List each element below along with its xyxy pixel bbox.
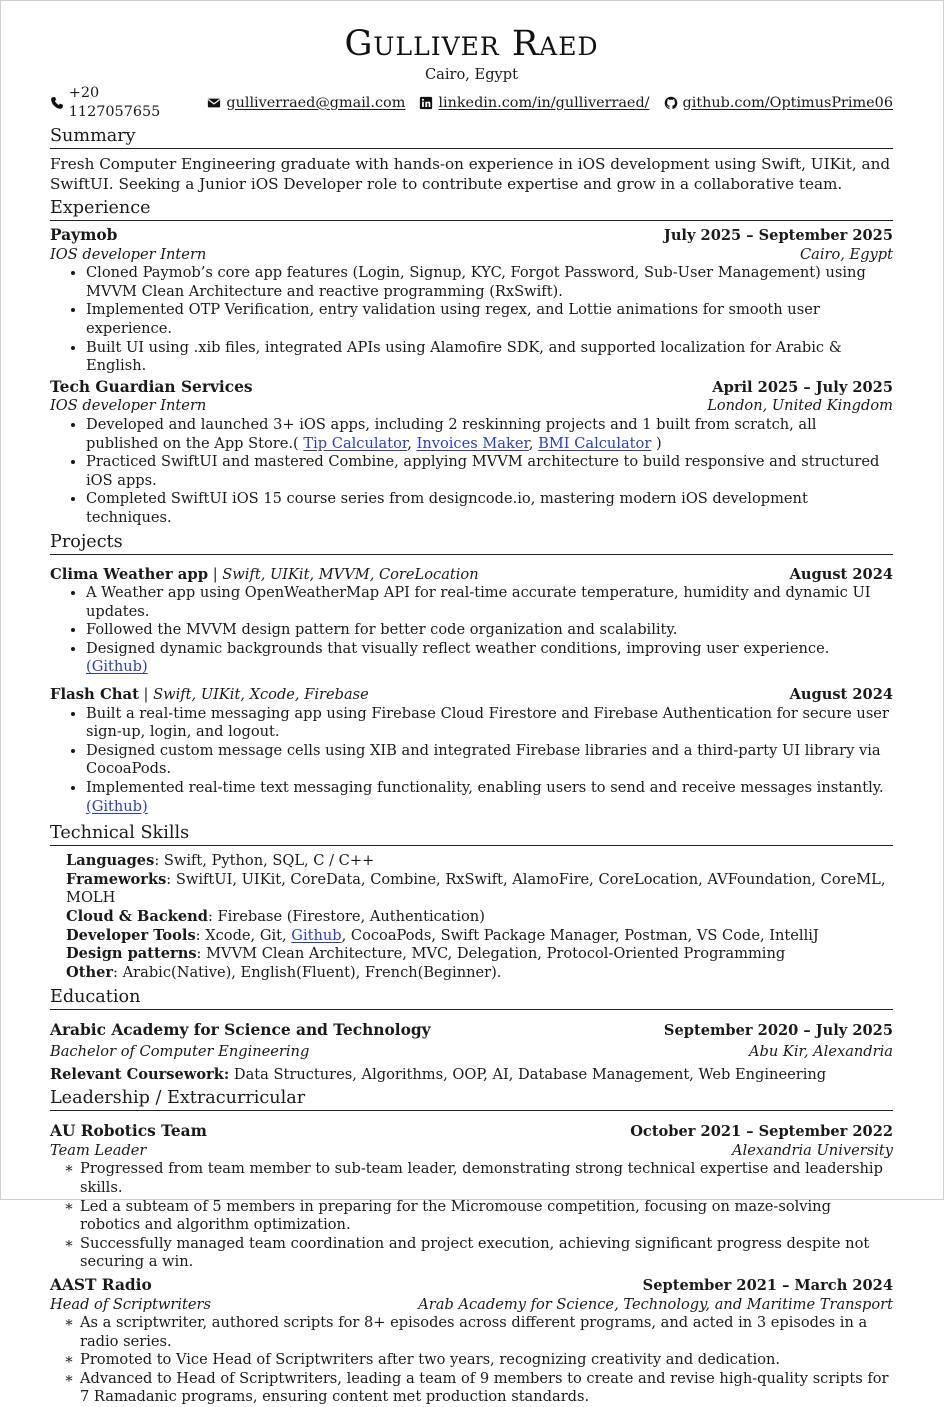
- skills-github-link[interactable]: Github: [291, 926, 342, 944]
- github-icon: [664, 96, 678, 110]
- project-stack: Swift, UIKit, Xcode, Firebase: [153, 686, 369, 704]
- experience-entry: [50, 378, 893, 528]
- list-item: • Built UI using .xib files, integrated APIs using Alamofire SDK, and supported localization for Arabic & English.: [86, 339, 893, 376]
- contact-github[interactable]: [664, 84, 893, 122]
- list-item: • Completed SwiftUI iOS 15 course series from designcode.io, mastering modern iOS development techniques.: [86, 490, 893, 527]
- skill-value: SwiftUI, UIKit, CoreData, Combine, RxSwift, AlamoFire, CoreLocation, AVFoundation, CoreML, MOLH: [66, 870, 886, 907]
- coursework-label: Relevant Coursework:: [50, 1065, 230, 1083]
- separator: ,: [528, 434, 534, 452]
- section-summary-title: Summary: [50, 126, 893, 149]
- leadership-location: Alexandria University: [732, 1141, 893, 1159]
- list-item: • Implemented OTP Verification, entry validation using regex, and Lottie animations for smooth user experience.: [86, 301, 893, 338]
- school-name: Arabic Academy for Science and Technology: [50, 1021, 431, 1040]
- leadership-org: AU Robotics Team: [50, 1122, 207, 1141]
- bullet-text: Implemented real-time text messaging functionality, enabling users to send and receive messages instantly.: [86, 779, 884, 797]
- list-item: • Practiced SwiftUI and mastered Combine, applying MVVM architecture to build responsive and structured iOS apps.: [86, 453, 893, 490]
- list-item: [86, 416, 893, 453]
- github-link[interactable]: github.com/OptimusPrime06: [682, 94, 893, 111]
- tip-calculator-link[interactable]: Tip Calculator: [303, 434, 408, 452]
- resume-name: Gulliver Raed: [344, 24, 599, 64]
- leadership-dates: September 2021 – March 2024: [642, 1276, 893, 1294]
- bullet-text: Designed dynamic backgrounds that visually reflect weather conditions, improving user experience.: [86, 639, 830, 657]
- skill-value: Arabic(Native), English(Fluent), French(Beginner).: [122, 963, 502, 981]
- bmi-calculator-link[interactable]: BMI Calculator: [538, 434, 652, 452]
- bullet-text: ): [655, 434, 662, 452]
- separator: ,: [407, 434, 412, 452]
- list-item: • Built a real-time messaging app using Firebase Cloud Firestore and Firebase Authentication for secure user sign-up, login, and logout.: [86, 705, 893, 742]
- list-item: ∗ Advanced to Head of Scriptwriters, leading a team of 9 members to create and revise high-quality scripts for 7 Ramadanic programs, ensuring content met production standards.: [80, 1370, 893, 1407]
- section-skills-title: Technical Skills: [50, 823, 893, 846]
- bullet-text: Developed and launched 3+ iOS apps, including 2 reskinning projects and 1 built from scratch, all published on the App Store.(: [86, 415, 817, 452]
- education-entry: [50, 1021, 893, 1084]
- skills-list: [50, 852, 893, 982]
- skill-row: Cloud & Backend: Firebase (Firestore, Authentication): [66, 908, 485, 925]
- skill-value: , CocoaPods, Swift Package Manager, Postman, VS Code, IntelliJ: [341, 926, 819, 944]
- leadership-role: Team Leader: [50, 1141, 147, 1159]
- invoices-maker-link[interactable]: Invoices Maker: [416, 434, 529, 452]
- experience-location: London, United Kingdom: [707, 397, 893, 415]
- phone-icon: [50, 96, 64, 110]
- project-name: Flash Chat: [50, 686, 139, 704]
- leadership-org: AAST Radio: [50, 1275, 152, 1294]
- skill-label: Other: [66, 963, 114, 981]
- experience-org: Paymob: [50, 226, 118, 244]
- contact-linkedin[interactable]: [419, 84, 649, 122]
- skill-value: MVVM Clean Architecture, MVC, Delegation, Protocol-Oriented Programming: [206, 945, 786, 963]
- coursework: [50, 1066, 893, 1085]
- project-date: August 2024: [789, 686, 893, 704]
- list-item: • Designed custom message cells using XIB and integrated Firebase libraries and a third-party UI library via CocoaPods.: [86, 742, 893, 779]
- skill-row: Design patterns: MVVM Clean Architecture, MVC, Delegation, Protocol-Oriented Programming: [66, 945, 786, 963]
- skill-row: Frameworks: SwiftUI, UIKit, CoreData, Combine, RxSwift, AlamoFire, CoreLocation, AVFoundation, CoreML, MOLH: [66, 870, 886, 907]
- project-date: August 2024: [789, 565, 893, 583]
- leadership-dates: October 2021 – September 2022: [630, 1123, 893, 1141]
- experience-dates: April 2025 – July 2025: [712, 378, 893, 396]
- leadership-entry: [50, 1122, 893, 1272]
- skill-value: Xcode, Git,: [205, 926, 287, 944]
- linkedin-link[interactable]: linkedin.com/in/gulliverraed/: [438, 94, 650, 111]
- project-entry: Clima Weather app | Swift, UIKit, MVVM, CoreLocation August 2024 • A Weather app using OpenWeatherMap API for real-time accurate temperature, humidity and dynamic UI updates. • Followed the MVVM design pattern for better code organization and scalability. • Designed dynamic backgrounds that visually reflect weather conditions, improving user experience. (Github): [50, 566, 893, 678]
- skill-label: Design patterns: [66, 945, 197, 963]
- project-entry: Flash Chat | Swift, UIKit, Xcode, Firebase August 2024 • Built a real-time messaging app using Firebase Cloud Firestore and Firebase Authentication for secure user sign-up, login, and logout. • Designed custom message cells using XIB and integrated Firebase libraries and a third-party UI library via CocoaPods. • Implemented real-time text messaging functionality, enabling users to send and receive messages instantly.(Github): [50, 686, 893, 816]
- skill-label: Frameworks: [66, 870, 167, 888]
- skill-value: Firebase (Firestore, Authentication): [217, 908, 485, 925]
- section-education-title: Education: [50, 987, 893, 1010]
- linkedin-icon: [419, 96, 433, 110]
- contact-phone[interactable]: [50, 84, 193, 122]
- section-experience-title: Experience: [50, 198, 893, 221]
- phone-text: +20 1127057655: [68, 85, 161, 120]
- clima-github-link[interactable]: (Github): [86, 658, 148, 676]
- experience-entry: [50, 226, 893, 376]
- skill-row: Other: Arabic(Native), English(Fluent), French(Beginner).: [66, 963, 502, 981]
- skill-row: Languages: Swift, Python, SQL, C / C++: [66, 852, 375, 870]
- header-location: Cairo, Egypt: [424, 66, 519, 83]
- skill-value: Swift, Python, SQL, C / C++: [163, 852, 375, 870]
- section-leadership-title: Leadership / Extracurricular: [50, 1088, 893, 1111]
- education-dates: September 2020 – July 2025: [663, 1022, 893, 1040]
- skill-label: Cloud & Backend: [66, 908, 208, 925]
- coursework-value: Data Structures, Algorithms, OOP, AI, Database Management, Web Engineering: [233, 1065, 827, 1083]
- leadership-role: Head of Scriptwriters: [50, 1295, 211, 1313]
- email-link[interactable]: gulliverraed@gmail.com: [226, 94, 406, 111]
- leadership-entry: [50, 1276, 893, 1407]
- project-stack: Swift, UIKit, MVVM, CoreLocation: [222, 565, 479, 583]
- list-item: ∗ Led a subteam of 5 members in preparing for the Micromouse competition, focusing on maze-solving robotics and algorithm optimization.: [80, 1198, 893, 1235]
- contact-email[interactable]: [207, 84, 405, 122]
- experience-role: IOS developer Intern: [50, 245, 207, 263]
- list-item: [86, 640, 893, 677]
- experience-dates: July 2025 – September 2025: [663, 227, 893, 244]
- section-projects-title: Projects: [50, 532, 893, 555]
- skill-label: Developer Tools: [66, 926, 196, 944]
- experience-role: IOS developer Intern: [50, 397, 207, 415]
- skill-row: Developer Tools: Xcode, Git, Github, CocoaPods, Swift Package Manager, Postman, VS Code, IntelliJ: [66, 926, 819, 944]
- list-item: [86, 779, 893, 816]
- education-location: Abu Kir, Alexandria: [749, 1042, 893, 1060]
- experience-location: Cairo, Egypt: [799, 245, 893, 263]
- list-item: ∗ Progressed from team member to sub-team leader, demonstrating strong technical expertise and leadership skills.: [80, 1160, 893, 1197]
- leadership-location: Arab Academy for Science, Technology, and Maritime Transport: [418, 1295, 893, 1313]
- summary-text: Fresh Computer Engineering graduate with hands-on experience in iOS development using Swift, UIKit, and SwiftUI. Seeking a Junior iOS Developer role to contribute expertise and grow in a collaborative team.: [50, 155, 891, 193]
- flash-chat-github-link[interactable]: (Github): [86, 797, 148, 815]
- skill-label: Languages: [66, 852, 155, 870]
- list-item: • Cloned Paymob’s core app features (Login, Signup, KYC, Forgot Password, Sub-User Management) using MVVM Clean Architecture and reactive programming (RxSwift).: [86, 264, 893, 301]
- list-item: ∗ Promoted to Vice Head of Scriptwriters after two years, recognizing creativity and dedication.: [80, 1351, 893, 1370]
- resume: [50, 22, 893, 1407]
- contact-bar: [50, 84, 893, 122]
- envelope-icon: [207, 96, 221, 110]
- degree: Bachelor of Computer Engineering: [50, 1042, 310, 1060]
- list-item: • Followed the MVVM design pattern for better code organization and scalability.: [86, 621, 893, 640]
- experience-org: Tech Guardian Services: [50, 377, 253, 396]
- list-item: • A Weather app using OpenWeatherMap API for real-time accurate temperature, humidity and dynamic UI updates.: [86, 584, 893, 621]
- list-item: ∗ Successfully managed team coordination and project execution, achieving significant progress despite not securing a win.: [80, 1235, 893, 1272]
- project-name: Clima Weather app: [50, 565, 209, 583]
- list-item: ∗ As a scriptwriter, authored scripts for 8+ episodes across different programs, and acted in 3 episodes in a radio series.: [80, 1314, 893, 1351]
